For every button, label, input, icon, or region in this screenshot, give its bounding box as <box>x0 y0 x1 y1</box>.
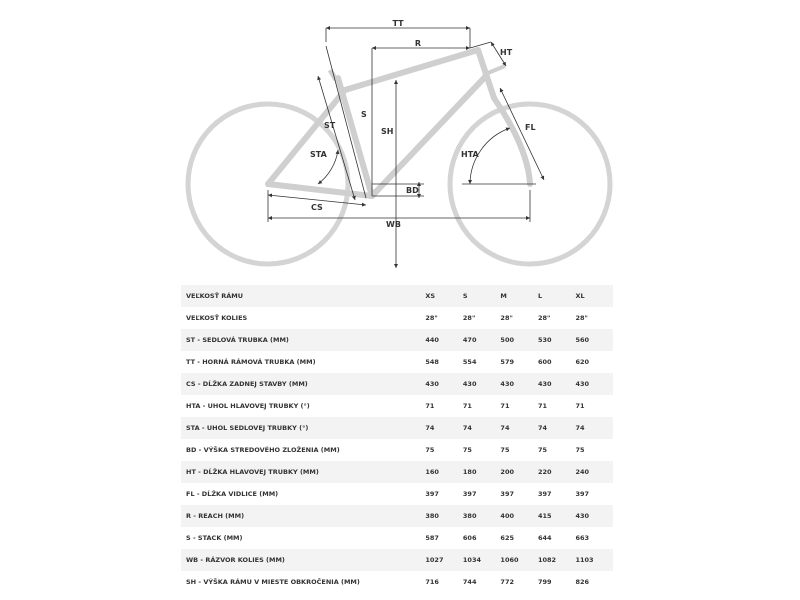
cell-value: 28" <box>463 307 501 329</box>
cell-value: 397 <box>463 483 501 505</box>
label-cs: CS <box>311 203 323 212</box>
table-row <box>181 505 613 527</box>
cell-value: 1060 <box>500 549 538 571</box>
dimension-lines <box>268 28 544 268</box>
column-header-frame-size: VEĽKOSŤ RÁMU <box>181 285 425 307</box>
cell-value: 75 <box>500 439 538 461</box>
cell-value: 240 <box>575 461 613 483</box>
column-header-size: XS <box>425 285 463 307</box>
cell-value: 1034 <box>463 549 501 571</box>
table-row <box>181 351 613 373</box>
row-label: CS - DĹŽKA ZADNEJ STAVBY (MM) <box>181 373 425 395</box>
table-row <box>181 417 613 439</box>
table-row <box>181 527 613 549</box>
cell-value: 470 <box>463 329 501 351</box>
row-label: BD - VÝŠKA STREDOVÉHO ZLOŽENIA (MM) <box>181 439 425 461</box>
cell-value: 28" <box>538 307 576 329</box>
table-row <box>181 461 613 483</box>
column-header-size: XL <box>575 285 613 307</box>
cell-value: 826 <box>575 571 613 593</box>
label-hta: HTA <box>461 150 479 159</box>
cell-value: 548 <box>425 351 463 373</box>
row-label: WB - RÁZVOR KOLIES (MM) <box>181 549 425 571</box>
cell-value: 554 <box>463 351 501 373</box>
label-ht: HT <box>500 48 513 57</box>
cell-value: 397 <box>425 483 463 505</box>
row-label: HTA - UHOL HLAVOVEJ TRUBKY (°) <box>181 395 425 417</box>
table-header-row <box>181 285 613 307</box>
cell-value: 220 <box>538 461 576 483</box>
column-header-size: S <box>463 285 501 307</box>
bike-geometry-diagram <box>0 0 800 280</box>
cell-value: 75 <box>463 439 501 461</box>
cell-value: 74 <box>500 417 538 439</box>
cell-value: 74 <box>425 417 463 439</box>
cell-value: 625 <box>500 527 538 549</box>
cell-value: 28" <box>425 307 463 329</box>
table-row <box>181 439 613 461</box>
cell-value: 380 <box>425 505 463 527</box>
cell-value: 799 <box>538 571 576 593</box>
cell-value: 397 <box>500 483 538 505</box>
cell-value: 397 <box>575 483 613 505</box>
table-row <box>181 571 613 593</box>
cell-value: 430 <box>575 373 613 395</box>
table-row <box>181 307 613 329</box>
cell-value: 380 <box>463 505 501 527</box>
label-r: R <box>414 39 422 48</box>
cell-value: 440 <box>425 329 463 351</box>
cell-value: 1103 <box>575 549 613 571</box>
row-label: TT - HORNÁ RÁMOVÁ TRUBKA (MM) <box>181 351 425 373</box>
cell-value: 587 <box>425 527 463 549</box>
cell-value: 415 <box>538 505 576 527</box>
column-header-size: M <box>500 285 538 307</box>
cell-value: 430 <box>425 373 463 395</box>
label-sta: STA <box>310 150 327 159</box>
geometry-table <box>181 285 613 593</box>
cell-value: 1027 <box>425 549 463 571</box>
cell-value: 430 <box>575 505 613 527</box>
row-label: VEĽKOSŤ KOLIES <box>181 307 425 329</box>
cell-value: 430 <box>463 373 501 395</box>
cell-value: 744 <box>463 571 501 593</box>
cell-value: 397 <box>538 483 576 505</box>
cell-value: 716 <box>425 571 463 593</box>
cell-value: 560 <box>575 329 613 351</box>
cell-value: 75 <box>425 439 463 461</box>
cell-value: 71 <box>575 395 613 417</box>
row-label: FL - DĹŽKA VIDLICE (MM) <box>181 483 425 505</box>
label-bd: BD <box>406 186 419 195</box>
cell-value: 74 <box>538 417 576 439</box>
cell-value: 71 <box>463 395 501 417</box>
cell-value: 620 <box>575 351 613 373</box>
cell-value: 1082 <box>538 549 576 571</box>
table-row <box>181 329 613 351</box>
cell-value: 74 <box>463 417 501 439</box>
cell-value: 28" <box>500 307 538 329</box>
cell-value: 772 <box>500 571 538 593</box>
cell-value: 500 <box>500 329 538 351</box>
cell-value: 75 <box>575 439 613 461</box>
cell-value: 200 <box>500 461 538 483</box>
cell-value: 530 <box>538 329 576 351</box>
cell-value: 430 <box>500 373 538 395</box>
label-s: S <box>361 110 367 119</box>
row-label: ST - SEDLOVÁ TRUBKA (MM) <box>181 329 425 351</box>
cell-value: 579 <box>500 351 538 373</box>
row-label: SH - VÝŠKA RÁMU V MIESTE OBKROČENIA (MM) <box>181 571 425 593</box>
label-sh: SH <box>381 127 394 136</box>
column-header-size: L <box>538 285 576 307</box>
row-label: STA - UHOL SEDLOVEJ TRUBKY (°) <box>181 417 425 439</box>
cell-value: 430 <box>538 373 576 395</box>
row-label: R - REACH (MM) <box>181 505 425 527</box>
cell-value: 180 <box>463 461 501 483</box>
cell-value: 606 <box>463 527 501 549</box>
table-row <box>181 395 613 417</box>
cell-value: 663 <box>575 527 613 549</box>
cell-value: 160 <box>425 461 463 483</box>
cell-value: 600 <box>538 351 576 373</box>
cell-value: 71 <box>538 395 576 417</box>
table-row <box>181 373 613 395</box>
cell-value: 74 <box>575 417 613 439</box>
cell-value: 75 <box>538 439 576 461</box>
cell-value: 400 <box>500 505 538 527</box>
cell-value: 71 <box>500 395 538 417</box>
row-label: S - STACK (MM) <box>181 527 425 549</box>
row-label: HT - DĹŽKA HLAVOVEJ TRUBKY (MM) <box>181 461 425 483</box>
table-row <box>181 483 613 505</box>
label-tt: TT <box>392 19 404 28</box>
cell-value: 28" <box>575 307 613 329</box>
label-wb: WB <box>386 220 401 229</box>
table-row <box>181 549 613 571</box>
label-st: ST <box>324 121 336 130</box>
cell-value: 644 <box>538 527 576 549</box>
cell-value: 71 <box>425 395 463 417</box>
label-fl: FL <box>525 123 536 132</box>
